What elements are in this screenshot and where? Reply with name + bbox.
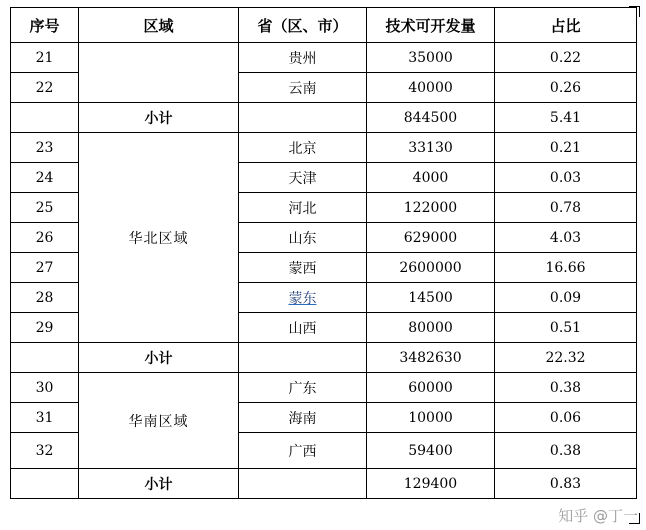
row-amount: 60000 <box>367 373 495 403</box>
row-province: 山西 <box>239 313 367 343</box>
subtotal-row <box>11 469 637 499</box>
row-province <box>239 283 367 313</box>
subtotal-ratio: 5.41 <box>495 103 637 133</box>
row-ratio: 0.26 <box>495 73 637 103</box>
subtotal-index-empty <box>11 103 79 133</box>
row-index: 28 <box>11 283 79 313</box>
watermark: 知乎 @丁一 <box>558 507 638 525</box>
row-province: 蒙西 <box>239 253 367 283</box>
row-ratio: 16.66 <box>495 253 637 283</box>
subtotal-amount: 129400 <box>367 469 495 499</box>
subtotal-province-empty <box>239 469 367 499</box>
row-index: 30 <box>11 373 79 403</box>
row-amount: 40000 <box>367 73 495 103</box>
subtotal-ratio: 22.32 <box>495 343 637 373</box>
header-index: 序号 <box>11 8 79 43</box>
region-cell-empty <box>79 43 239 103</box>
row-amount: 4000 <box>367 163 495 193</box>
row-index: 27 <box>11 253 79 283</box>
subtotal-province-empty <box>239 103 367 133</box>
subtotal-index-empty <box>11 469 79 499</box>
row-amount: 122000 <box>367 193 495 223</box>
row-ratio: 0.51 <box>495 313 637 343</box>
row-index: 23 <box>11 133 79 163</box>
subtotal-index-empty <box>11 343 79 373</box>
row-province: 河北 <box>239 193 367 223</box>
row-amount: 2600000 <box>367 253 495 283</box>
header-amount: 技术可开发量 <box>367 8 495 43</box>
row-index: 29 <box>11 313 79 343</box>
row-ratio: 0.78 <box>495 193 637 223</box>
row-province: 山东 <box>239 223 367 253</box>
row-index: 22 <box>11 73 79 103</box>
header-region: 区域 <box>79 8 239 43</box>
row-amount: 33130 <box>367 133 495 163</box>
row-ratio: 0.09 <box>495 283 637 313</box>
subtotal-row <box>11 343 637 373</box>
row-province-link: 蒙东 <box>288 290 317 307</box>
table-row <box>11 373 637 403</box>
row-ratio: 0.38 <box>495 433 637 469</box>
table-row <box>11 133 637 163</box>
row-amount: 59400 <box>367 433 495 469</box>
row-province: 北京 <box>239 133 367 163</box>
region-label: 华南区域 <box>79 373 239 469</box>
row-index: 24 <box>11 163 79 193</box>
row-province: 贵州 <box>239 43 367 73</box>
table-row <box>11 43 637 73</box>
row-index: 31 <box>11 403 79 433</box>
subtotal-ratio: 0.83 <box>495 469 637 499</box>
row-province: 云南 <box>239 73 367 103</box>
row-amount: 629000 <box>367 223 495 253</box>
row-province: 广西 <box>239 433 367 469</box>
row-amount: 35000 <box>367 43 495 73</box>
row-province: 海南 <box>239 403 367 433</box>
row-ratio: 0.06 <box>495 403 637 433</box>
row-index: 26 <box>11 223 79 253</box>
region-label: 华北区域 <box>79 133 239 343</box>
row-ratio: 0.21 <box>495 133 637 163</box>
subtotal-label: 小计 <box>79 343 239 373</box>
row-amount: 10000 <box>367 403 495 433</box>
header-ratio: 占比 <box>495 8 637 43</box>
row-province: 天津 <box>239 163 367 193</box>
row-ratio: 0.03 <box>495 163 637 193</box>
row-index: 32 <box>11 433 79 469</box>
subtotal-row <box>11 103 637 133</box>
row-ratio: 4.03 <box>495 223 637 253</box>
subtotal-label: 小计 <box>79 103 239 133</box>
row-ratio: 0.38 <box>495 373 637 403</box>
table-header-row <box>11 8 637 43</box>
subtotal-province-empty <box>239 343 367 373</box>
row-amount: 80000 <box>367 313 495 343</box>
row-amount: 14500 <box>367 283 495 313</box>
row-index: 21 <box>11 43 79 73</box>
subtotal-label: 小计 <box>79 469 239 499</box>
energy-potential-table <box>10 7 637 499</box>
row-ratio: 0.22 <box>495 43 637 73</box>
row-province: 广东 <box>239 373 367 403</box>
header-province: 省（区、市） <box>239 8 367 43</box>
subtotal-amount: 844500 <box>367 103 495 133</box>
row-index: 25 <box>11 193 79 223</box>
subtotal-amount: 3482630 <box>367 343 495 373</box>
